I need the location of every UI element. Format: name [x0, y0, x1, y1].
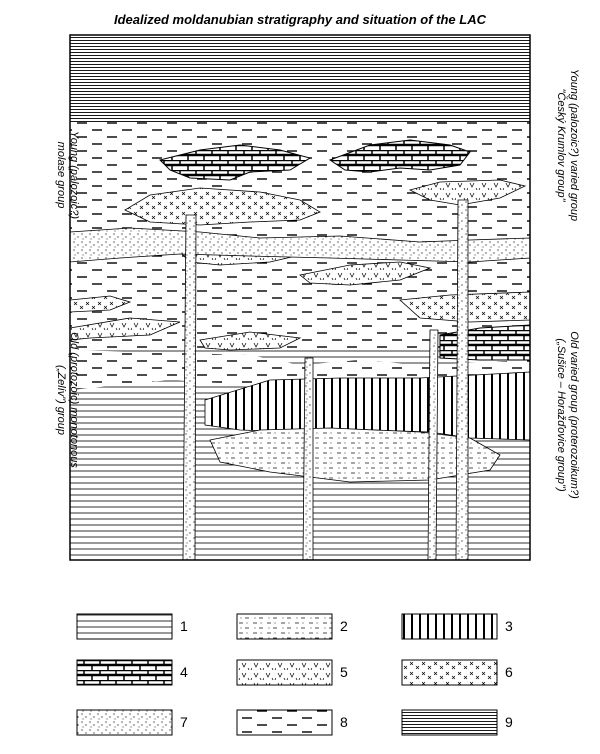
legend-num-3: 3 [505, 618, 513, 634]
label-left-bottom [50, 285, 80, 515]
legend-box-5 [237, 660, 332, 685]
diagram-title: Idealized moldanubian stratigraphy and situation of the LAC [114, 12, 486, 27]
label-left-top-line2: molase group [55, 141, 67, 209]
legend-box-3 [402, 614, 497, 639]
label-right-top-line1: Young (palozoic?) varied group [568, 68, 580, 222]
legend-num-9: 9 [505, 714, 513, 730]
legend-box-1 [77, 614, 172, 639]
legend-num-8: 8 [340, 714, 348, 730]
label-right-top [550, 40, 580, 250]
legend-num-7: 7 [180, 714, 188, 730]
layer-dense-top [70, 35, 530, 123]
legend-box-4 [77, 660, 172, 685]
legend-num-2: 2 [340, 618, 348, 634]
legend-box-8 [237, 710, 332, 735]
legend-num-6: 6 [505, 664, 513, 680]
legend-box-2 [237, 614, 332, 639]
legend [77, 614, 497, 735]
label-left-bottom-line1: Old (protozoic) monotonous [68, 332, 80, 468]
legend-box-6 [402, 660, 497, 685]
legend-num-5: 5 [340, 664, 348, 680]
label-right-bottom [550, 275, 580, 555]
legend-box-7 [77, 710, 172, 735]
label-left-top-line1: Young (palozoic?) [68, 130, 80, 220]
stratigraphic-column [70, 35, 530, 560]
label-right-bottom-line1: Old varied group (proterozoikum?) [568, 331, 580, 499]
label-right-top-line2: "Český Krumlov group" [555, 88, 567, 202]
legend-num-4: 4 [180, 664, 188, 680]
legend-num-1: 1 [180, 618, 188, 634]
label-left-top [50, 95, 80, 255]
label-right-bottom-line2: („Sušice – Horažďovice group") [555, 338, 567, 492]
label-left-bottom-line2: („Zelív") group [55, 365, 67, 435]
legend-box-9 [402, 710, 497, 735]
